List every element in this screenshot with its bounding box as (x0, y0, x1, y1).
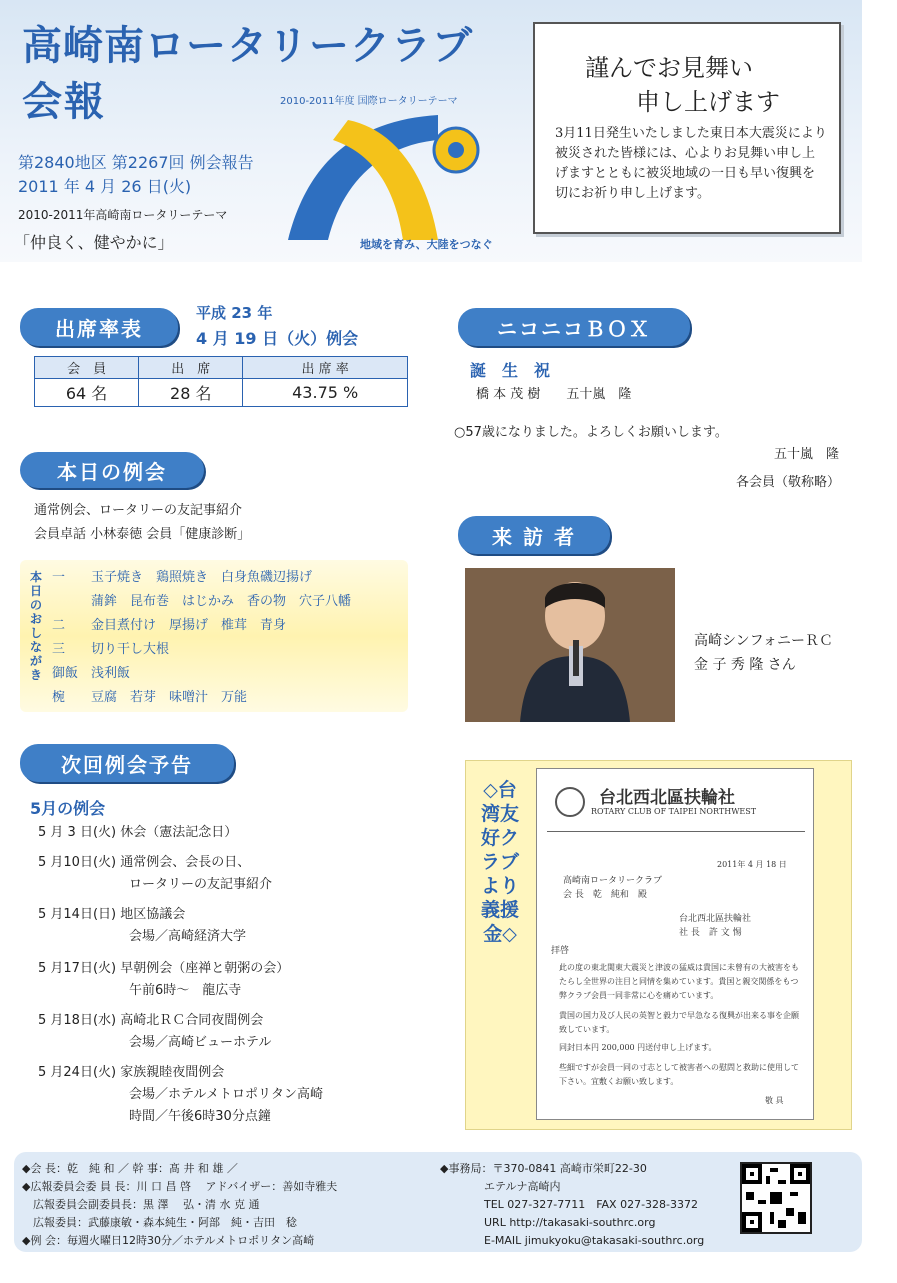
birthday-names: 橋 本 茂 樹 五十嵐 隆 (476, 387, 632, 402)
schedule-item: 会場／高崎経済大学 (38, 929, 247, 944)
letter-org-en: ROTARY CLUB OF TAIPEI NORTHWEST (591, 807, 757, 816)
visitor-photo (465, 568, 675, 722)
col-members: 会 員 (35, 357, 139, 379)
rate-value: 43.75 % (243, 379, 408, 407)
next-month: 5月の例会 (30, 799, 106, 818)
schedule-item: 5 月24日(火) 家族親睦夜間例会 (38, 1065, 225, 1080)
footer-pr-chair: ◆広報委員会委 員 長：川 口 昌 啓 アドバイザー：善如寺雅夫 (22, 1180, 338, 1193)
footer-email[interactable]: E-MAIL jimukyoku@takasaki-southrc.org (440, 1234, 705, 1247)
ri-theme-label: 2010-2011年度 国際ロータリーテーマ (280, 96, 458, 107)
letter-to-club: 高崎南ロータリークラブ (563, 876, 663, 886)
today-heading: 本日の例会 (20, 452, 204, 488)
visitor-heading: 来 訪 者 (458, 516, 610, 554)
report-line-1: 第2840地区 第2267回 例会報告 (18, 153, 254, 172)
today-line-1: 通常例会、ロータリーの友記事紹介 (34, 503, 243, 518)
col-attended: 出 席 (139, 357, 243, 379)
letter-body-3: 同封日本円 200,000 円送付申し上げます。 (559, 1043, 717, 1052)
nikoniko-recipients: 各会員（敬称略） (736, 475, 841, 490)
letter-body-1: 此の度の東北関東大震災と津波の猛威は貴国に未曾有の大被害をもたらし全世界の注目と同情を集めています。貴国と親交関係をもつ弊クラブ会員一同非常に心を痛めています。 (559, 963, 799, 1000)
visitor-name: 金 子 秀 隆 さん (694, 657, 796, 673)
menu-vertical-label: 本日のおしながき (30, 570, 43, 682)
ri-slogan: 地域を育み、大陸をつなぐ (360, 238, 493, 251)
letter-org: 台北西北區扶輪社 (599, 788, 735, 808)
rotary-wheel-icon (555, 787, 585, 817)
letter-greeting: 拝啓 (551, 946, 570, 956)
condolence-title-2: 申し上げます (636, 88, 780, 116)
attendance-table (34, 356, 408, 407)
footer-url[interactable]: URL http://takasaki-southrc.org (440, 1216, 656, 1229)
letter-closing: 敬 具 (765, 1096, 784, 1105)
condolence-title-1: 謹んでお見舞い (585, 54, 753, 82)
menu-line-2: 蒲鉾 昆布巻 はじかみ 香の物 穴子八幡 (52, 594, 352, 609)
menu-line-4: 三 切り干し大根 (52, 642, 170, 657)
schedule-item: 5 月18日(水) 高崎北ＲＣ合同夜間例会 (38, 1013, 264, 1028)
condolence-body: 3月11日発生いたしました東日本大震災により被災された皆様には、心よりお見舞い申し上げますとともに被災地域の一日も早い復興を切にお祈り申し上げます。 (555, 126, 827, 201)
letter-to-president: 会 長 乾 純和 殿 (563, 890, 647, 900)
newsletter-title: 高崎南ロータリークラブ (22, 23, 473, 69)
nikoniko-heading: ニコニコＢＯＸ (458, 308, 690, 346)
today-line-2: 会員卓話 小林泰徳 会員「健康診断」 (34, 527, 251, 542)
footer-phone: TEL 027-327-7711 FAX 027-328-3372 (440, 1198, 699, 1211)
menu-line-1: 一 玉子焼き 鶏照焼き 白身魚磯辺揚げ (52, 570, 313, 585)
attended-value: 28 名 (139, 379, 243, 407)
footer-office: ◆事務局：〒370-0841 高崎市栄町22-30 (440, 1162, 647, 1175)
col-rate: 出 席 率 (243, 357, 408, 379)
schedule-item: 時間／午後6時30分点鐘 (38, 1109, 271, 1124)
attendance-meeting-date: 4 月 19 日（火）例会 (196, 329, 359, 348)
schedule-item: 会場／ホテルメトロポリタン高崎 (38, 1087, 323, 1102)
schedule-item: 会場／高崎ビューホテル (38, 1035, 272, 1050)
schedule-item: 5 月 3 日(火) 休会（憲法記念日） (38, 825, 238, 840)
members-value: 64 名 (35, 379, 139, 407)
birthday-label: 誕 生 祝 (470, 361, 551, 380)
club-theme-label: 2010-2011年高崎南ロータリーテーマ (18, 208, 228, 222)
menu-line-6: 椀 豆腐 若芽 味噌汁 万能 (52, 690, 248, 705)
newsletter-subtitle: 会報 (22, 79, 106, 125)
letter-from-club: 台北西北區扶輪社 (679, 914, 752, 924)
letter-from-president: 社 長 許 文 惕 (679, 928, 742, 938)
taiwan-donation-title: ◇台湾友好クラブより義援金◇ (480, 779, 519, 945)
visitor-club: 高崎シンフォニーＲＣ (694, 633, 833, 649)
next-heading: 次回例会予告 (20, 744, 234, 782)
schedule-item: 5 月14日(日) 地区協議会 (38, 907, 186, 922)
schedule-item: 5 月17日(火) 早朝例会（座禅と朝粥の会） (38, 961, 290, 976)
nikoniko-signer: 五十嵐 隆 (774, 447, 840, 462)
footer-pr-members: 広報委員：武藤康敏・森本純生・阿部 純・吉田 稔 (22, 1216, 297, 1229)
letter-date: 2011年 4 月 18 日 (717, 860, 787, 869)
footer-meeting: ◆例 会：毎週火曜日12時30分／ホテルメトロポリタン高崎 (22, 1234, 315, 1247)
schedule-item: 午前6時～ 龍広寺 (38, 983, 242, 998)
letter-body-4: 些細ですが会員一同の寸志として被害者への慰問と救助に使用して下さい。宜敷くお願い致します。 (559, 1063, 799, 1086)
footer-office-building: エテルナ高崎内 (440, 1180, 561, 1193)
footer-officers: ◆会 長：乾 純 和 ／ 幹 事：髙 井 和 雄 ／ (22, 1162, 238, 1175)
footer-pr-vice: 広報委員会副委員長：黒 澤 弘・清 水 克 通 (22, 1198, 260, 1211)
schedule-item: ロータリーの友記事紹介 (38, 877, 273, 892)
menu-line-5: 御飯 浅利飯 (52, 666, 131, 681)
report-line-2: 2011 年 4 月 26 日(火) (18, 177, 192, 196)
nikoniko-message: ○57歳になりました。よろしくお願いします。 (454, 425, 728, 440)
qr-code-icon (740, 1162, 812, 1234)
ri-theme-logo (288, 100, 508, 240)
attendance-meeting-year: 平成 23 年 (196, 304, 273, 322)
club-motto: 「仲良く、健やかに」 (14, 233, 174, 252)
menu-line-3: 二 金目煮付け 厚揚げ 椎茸 青身 (52, 618, 287, 633)
donation-letter (536, 768, 814, 1120)
schedule-item: 5 月10日(火) 通常例会、会長の日、 (38, 855, 251, 870)
letter-divider (547, 831, 805, 832)
attendance-heading: 出席率表 (20, 308, 178, 346)
letter-body-2: 貴国の国力及び人民の英智と毅力で早急なる復興が出来る事を企願致しています。 (559, 1011, 799, 1034)
